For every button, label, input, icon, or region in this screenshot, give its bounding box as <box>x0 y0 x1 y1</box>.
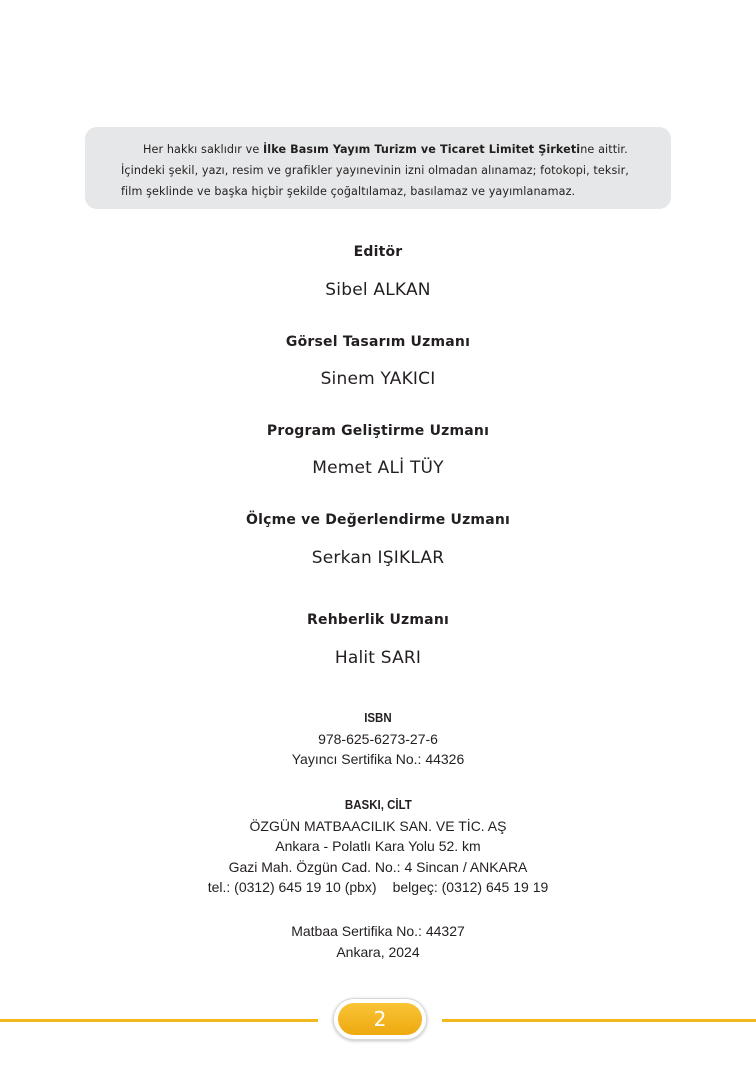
place-year: Ankara, 2024 <box>336 943 420 960</box>
printing-label: BASKI, CİLT <box>344 798 412 812</box>
copyright-continuation: ne aittir. İçindeki şekil, yazı, resim ve grafikler yayınevinin izni olmadan alınamaz; fotokopi, teksir, film şeklinde ve başka hiçbir şekilde çoğaltılamaz, basılamaz ve yayımlanamaz. <box>121 143 629 198</box>
isbn-label: ISBN <box>364 711 392 725</box>
printing-block <box>0 794 756 898</box>
credit-program-dev-name: Memet ALİ TÜY <box>312 458 444 478</box>
publisher-cert: Yayıncı Sertifika No.: 44326 <box>291 751 465 767</box>
printing-address-1: Ankara - Polatlı Kara Yolu 52. km <box>275 838 481 854</box>
credit-visual-design-name: Sinem YAKICI <box>320 369 436 389</box>
copyright-intro: Her hakkı saklıdır ve <box>143 143 264 156</box>
print-info-block <box>0 921 756 962</box>
credit-guidance-title: Rehberlik Uzmanı <box>307 612 449 628</box>
footer-line-left <box>0 1019 318 1022</box>
copyright-notice <box>85 127 671 209</box>
credit-assessment-title: Ölçme ve Değerlendirme Uzmanı <box>245 512 511 528</box>
credit-program-dev-title: Program Geliştirme Uzmanı <box>266 423 490 439</box>
printing-company: ÖZGÜN MATBAACILIK SAN. VE TİC. AŞ <box>249 817 507 834</box>
credit-visual-design-title: Görsel Tasarım Uzmanı <box>285 334 471 350</box>
copyright-text <box>121 139 637 202</box>
isbn-block <box>0 707 756 770</box>
copyright-company: İlke Basım Yayım Turizm ve Ticaret Limitet Şirketi <box>263 143 581 156</box>
credit-editor-title: Editör <box>353 244 403 260</box>
page-number: 2 <box>338 1003 422 1035</box>
printer-cert: Matbaa Sertifika No.: 44327 <box>291 923 465 939</box>
printing-address-2: Gazi Mah. Özgün Cad. No.: 4 Sincan / ANKARA <box>228 858 528 875</box>
printing-contact <box>0 877 756 898</box>
printing-fax: belgeç: (0312) 645 19 19 <box>392 879 549 895</box>
printing-tel: tel.: (0312) 645 19 10 (pbx) <box>207 879 377 895</box>
credit-assessment-name: Serkan IŞIKLAR <box>311 548 445 568</box>
page-number-badge <box>333 998 427 1040</box>
credit-editor-name: Sibel ALKAN <box>325 280 431 300</box>
footer-line-right <box>442 1019 756 1022</box>
credit-guidance-name: Halit SARI <box>334 648 422 668</box>
isbn-number: 978-625-6273-27-6 <box>318 730 438 747</box>
